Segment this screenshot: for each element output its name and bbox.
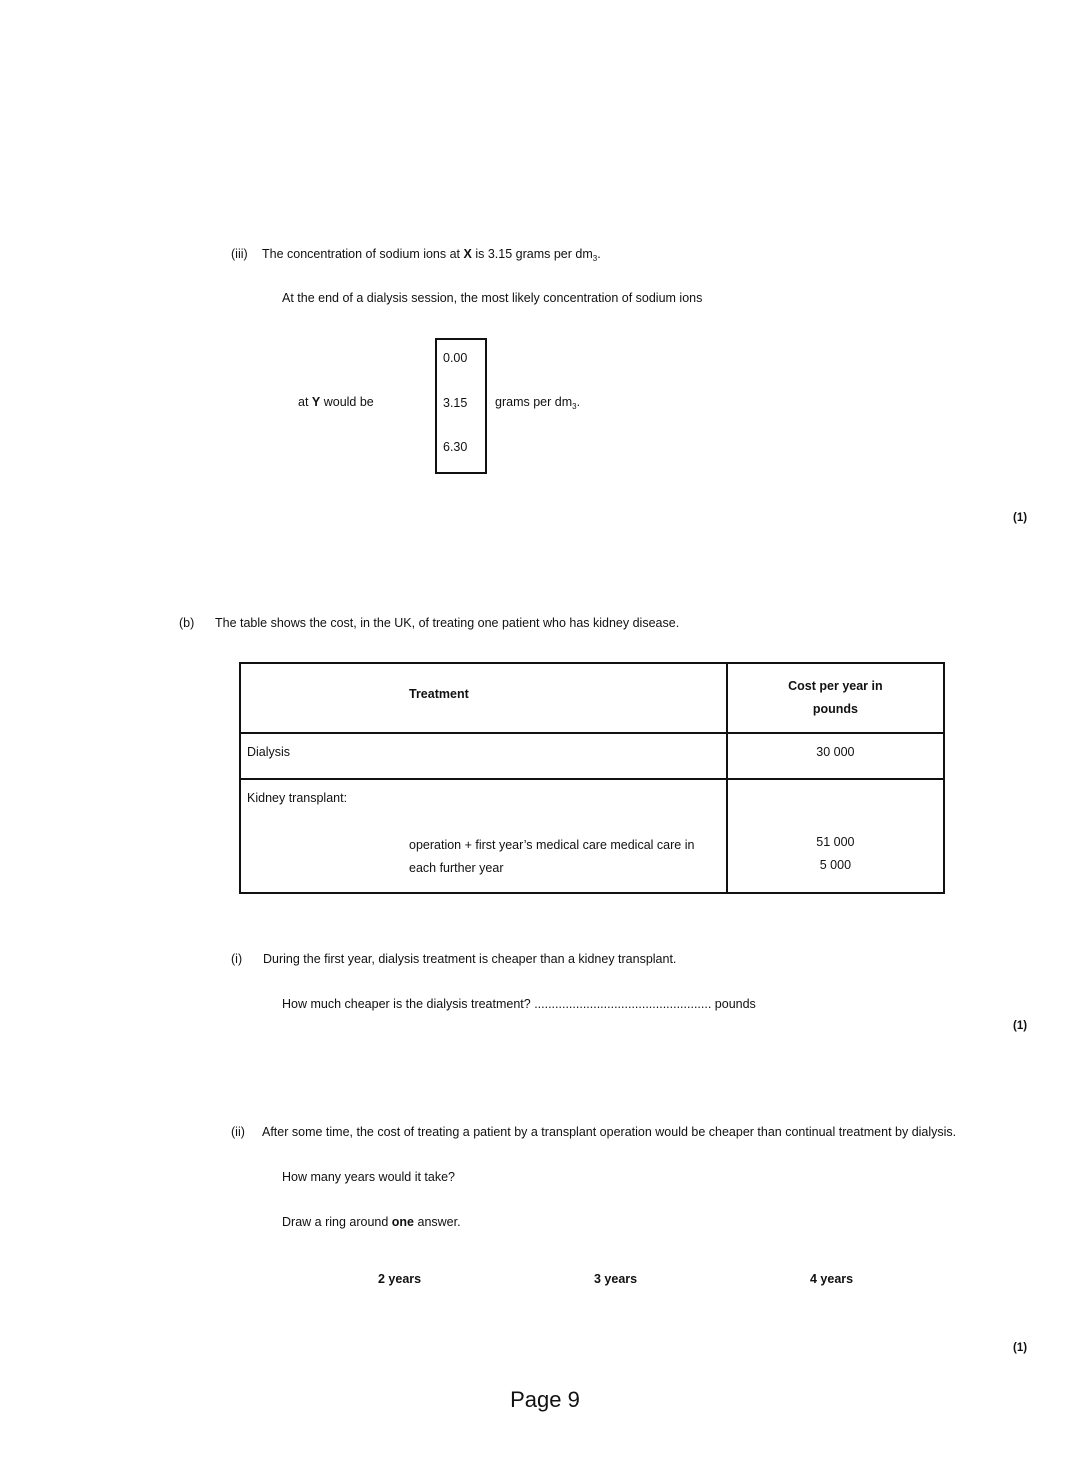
marks-ii: (1) (1013, 1342, 1028, 1354)
answer-option-0[interactable]: 0.00 (443, 351, 468, 365)
question-ii-question: How many years would it take? (282, 1170, 455, 1184)
question-number-iii: (iii) (231, 247, 248, 261)
question-number-i: (i) (231, 952, 243, 966)
transplant-cost-cell (727, 779, 944, 893)
marks-iii: (1) (1013, 512, 1028, 524)
table-row (240, 733, 944, 779)
question-ii-instruction (282, 1215, 461, 1229)
question-iii-line2: At the end of a dialysis session, the most likely concentration of sodium ions (282, 291, 703, 305)
unit-end: . (576, 395, 581, 409)
statement-text-1: The concentration of sodium ions at (262, 247, 464, 261)
unit-label (495, 395, 580, 411)
unit-subscript-2: 3 (572, 402, 577, 411)
point-y-label: Y (311, 395, 321, 409)
row-transplant-line2: each further year (409, 861, 504, 875)
at-text: at (298, 395, 312, 409)
unit-subscript: 3 (592, 254, 598, 263)
instruction-bold: one (391, 1215, 415, 1229)
year-option-3[interactable]: 3 years (594, 1272, 638, 1286)
answer-choice-box (435, 338, 487, 474)
row-transplant-line1: operation + first year’s medical care medical care in (409, 838, 695, 852)
table-row (240, 779, 944, 893)
row-dialysis-cost: 30 000 (816, 745, 855, 759)
question-i-answer-line[interactable]: How much cheaper is the dialysis treatment? ................................................... pounds (282, 997, 756, 1011)
statement-text-2: is 3.15 grams per dm (471, 247, 593, 261)
page-number: Page 9 (510, 1387, 580, 1412)
header-treatment: Treatment (409, 687, 469, 701)
dialysis-cost-cell (727, 733, 944, 779)
answer-option-1[interactable]: 3.15 (443, 396, 468, 410)
transplant-cell (240, 779, 727, 893)
question-iii-statement (262, 247, 601, 263)
would-be-text: would be (320, 395, 374, 409)
answer-option-2[interactable]: 6.30 (443, 440, 468, 454)
dialysis-cell (240, 733, 727, 779)
at-y-label (298, 395, 374, 409)
row-transplant-cost2: 5 000 (819, 858, 852, 872)
cost-table (239, 662, 945, 894)
instruction-text-1: Draw a ring around (282, 1215, 392, 1229)
question-number-ii: (ii) (231, 1125, 245, 1139)
part-b-intro: The table shows the cost, in the UK, of treating one patient who has kidney disease. (215, 616, 680, 630)
header-cost-line2: pounds (812, 702, 858, 716)
row-transplant-cost1: 51 000 (816, 835, 855, 849)
part-b-label: (b) (179, 616, 195, 630)
year-option-2[interactable]: 2 years (378, 1272, 422, 1286)
question-ii-statement: After some time, the cost of treating a patient by a transplant operation would be cheaper than continual treatment by dialysis. (262, 1125, 957, 1139)
statement-end: . (597, 247, 601, 261)
year-option-4[interactable]: 4 years (810, 1272, 854, 1286)
row-transplant-label: Kidney transplant: (247, 791, 348, 805)
header-treatment-cell (240, 663, 727, 733)
row-dialysis-label: Dialysis (247, 745, 291, 759)
instruction-text-2: answer. (414, 1215, 461, 1229)
question-i-statement: During the first year, dialysis treatment is cheaper than a kidney transplant. (263, 952, 677, 966)
marks-i: (1) (1013, 1020, 1028, 1032)
header-cost-cell (727, 663, 944, 733)
point-x-label: X (463, 247, 472, 261)
table-header-row (240, 663, 944, 733)
header-cost-line1: Cost per year in (788, 679, 883, 693)
unit-text: grams per dm (495, 395, 573, 409)
